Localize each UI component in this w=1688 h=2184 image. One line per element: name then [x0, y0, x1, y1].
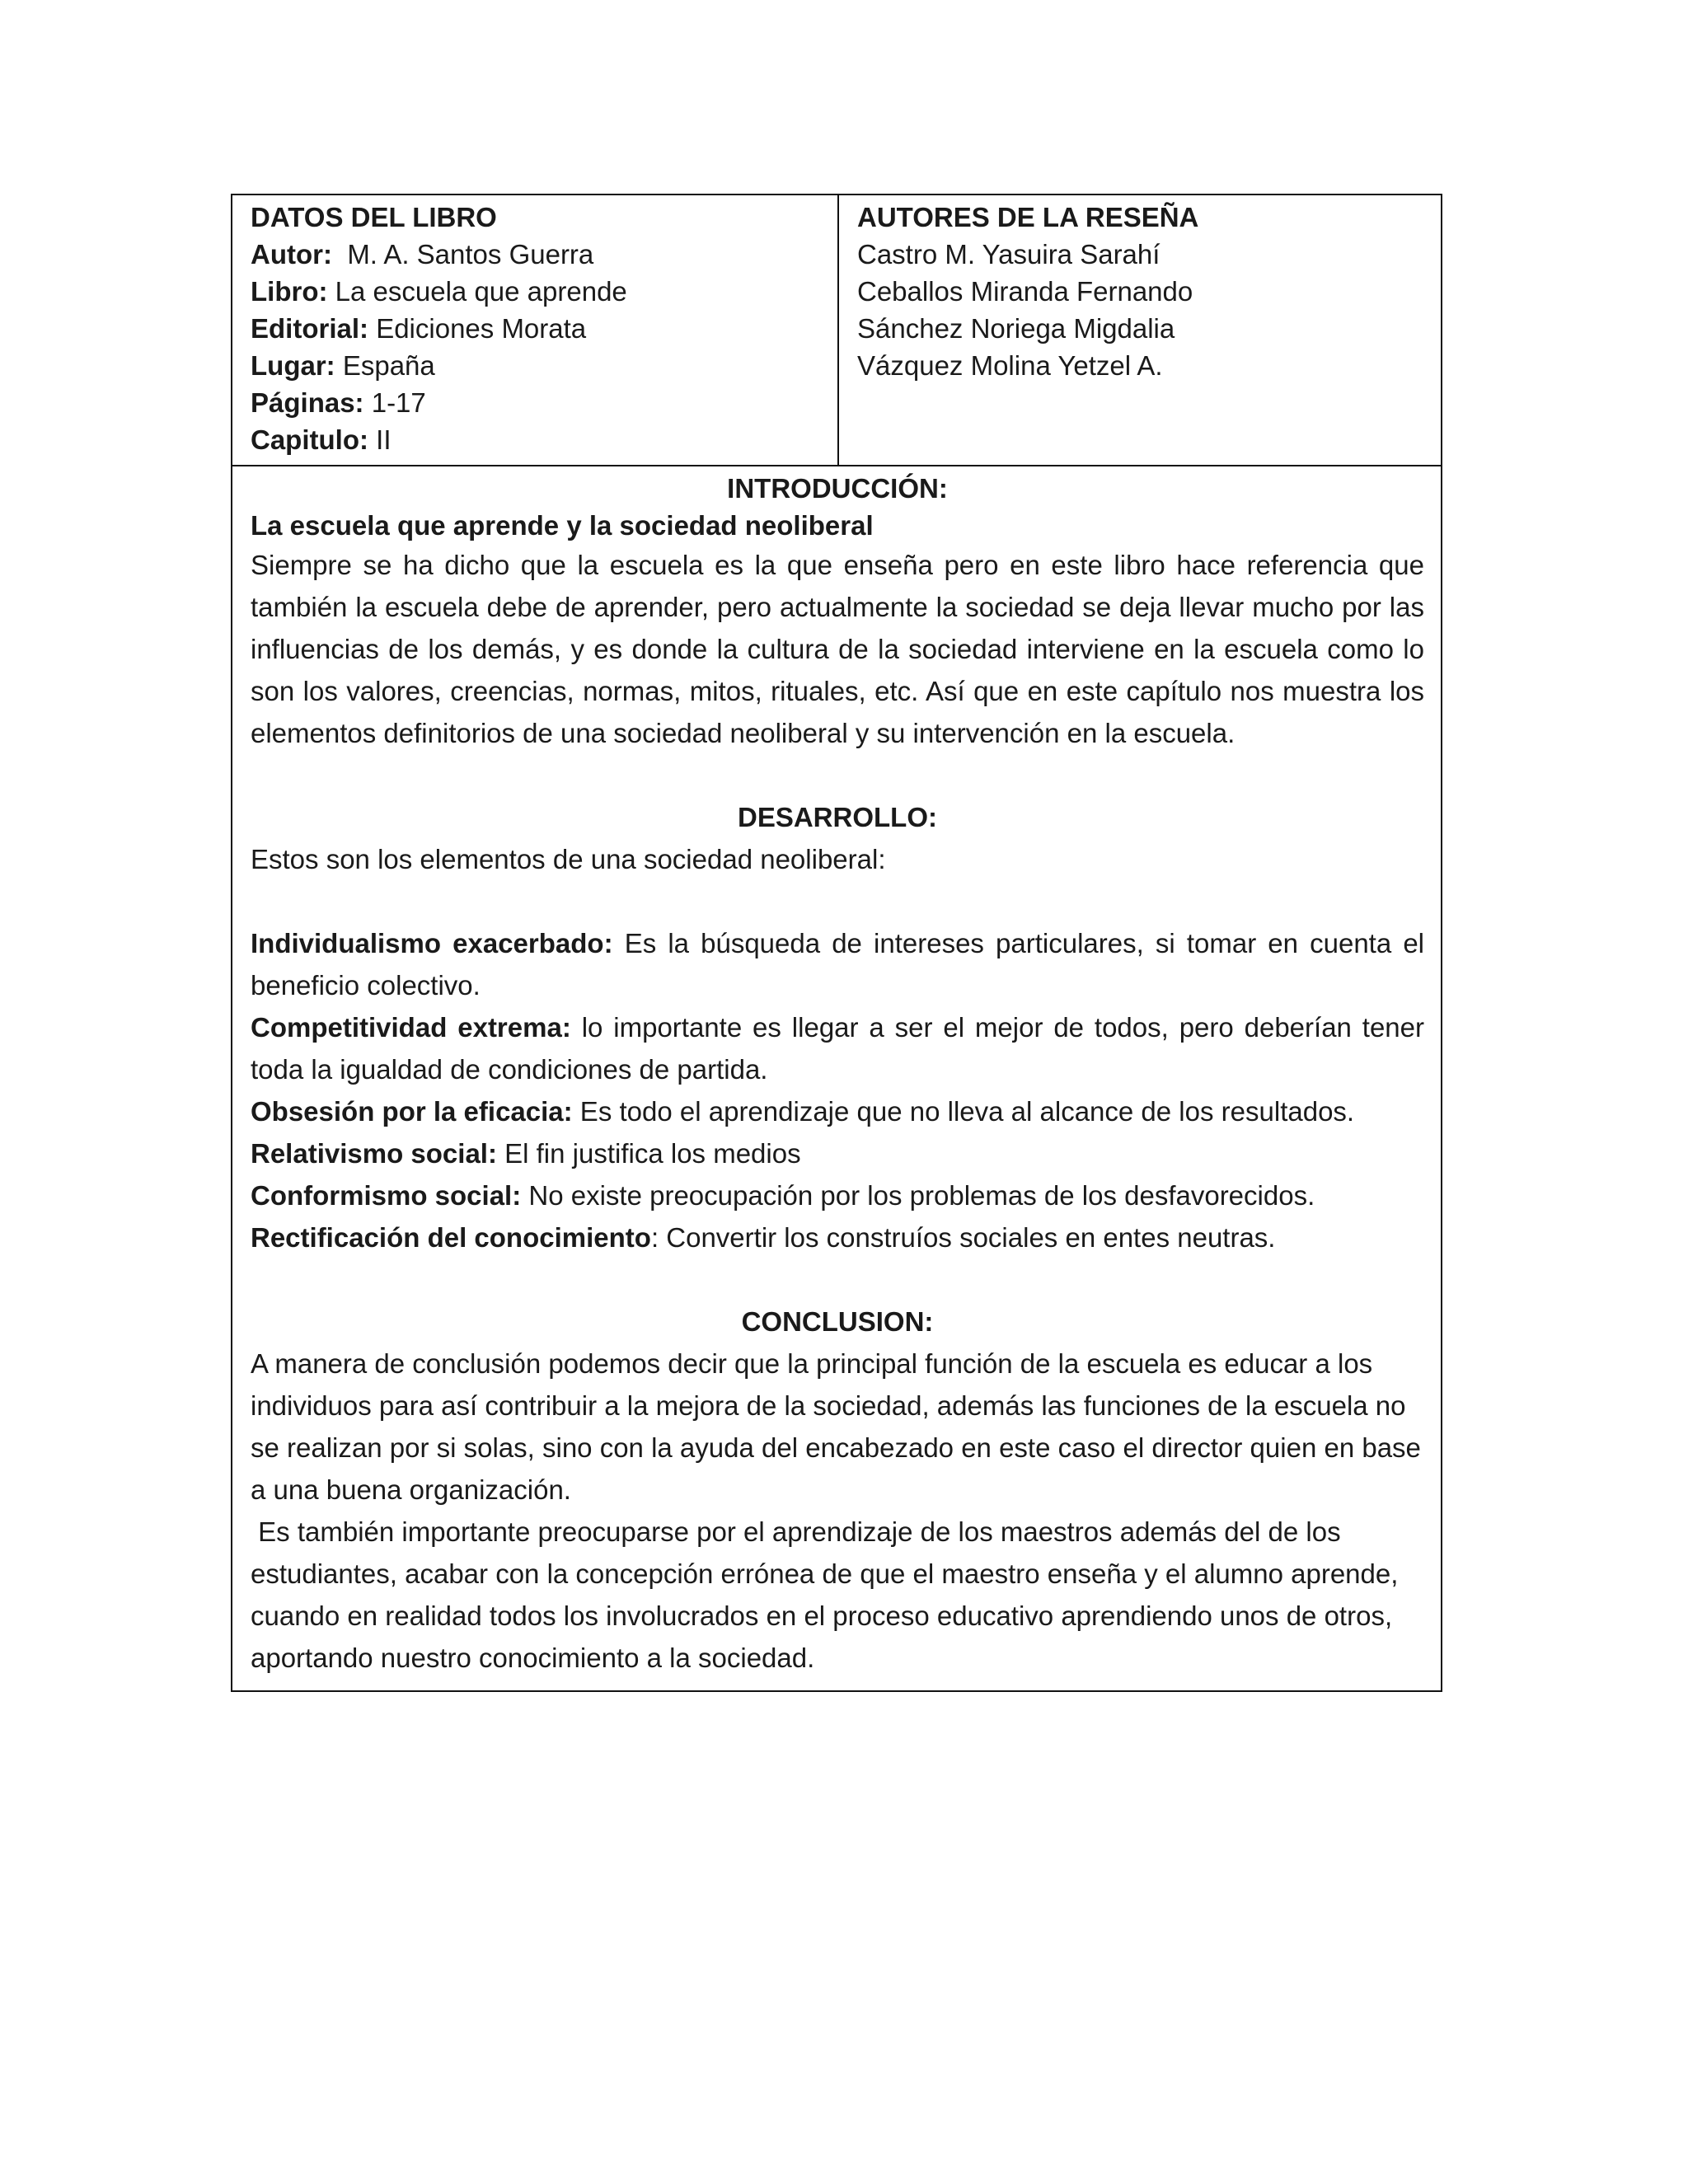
spacer: [251, 1258, 1424, 1301]
publisher-line: Editorial: Ediciones Morata: [251, 313, 587, 344]
reviewer-name: Ceballos Miranda Fernando: [857, 276, 1193, 307]
development-intro: Estos son los elementos de una sociedad neoliberal:: [251, 844, 886, 874]
review-body-cell: [232, 466, 1441, 1690]
info-row: [232, 195, 1441, 466]
reviewer-name: Castro M. Yasuira Sarahí: [857, 239, 1160, 269]
reviewers-header: AUTORES DE LA RESEÑA: [857, 202, 1199, 232]
list-item: Relativismo social: El fin justifica los medios: [251, 1138, 801, 1169]
conclusion-heading: CONCLUSION:: [741, 1306, 934, 1337]
author-line: Autor: M. A. Santos Guerra: [251, 239, 594, 269]
reviewer-name: Vázquez Molina Yetzel A.: [857, 350, 1163, 381]
introduction-heading: INTRODUCCIÓN:: [727, 473, 948, 504]
chapter-line: Capitulo: II: [251, 424, 392, 455]
reviewers-cell: [839, 195, 1441, 465]
review-table: [231, 194, 1442, 1692]
reviewer-name: Sánchez Noriega Migdalia: [857, 313, 1175, 344]
development-heading: DESARROLLO:: [738, 802, 937, 832]
conclusion-paragraph-1: A manera de conclusión podemos decir que la principal función de la escuela es educar a los individuos para así contribuir a la mejora de la sociedad, además las funciones de la escuela no se realizan por si solas, sino con la ayuda del encabezado en este caso el director quien en base a una buena organización.: [251, 1348, 1421, 1505]
spacer: [251, 754, 1424, 796]
list-item: Individualismo exacerbado: Es la búsqueda de intereses particulares, si tomar en cuenta el beneficio colectivo.: [251, 928, 1425, 1001]
list-item: Competitividad extrema: lo importante es llegar a ser el mejor de todos, pero deberían tener toda la igualdad de condiciones de partida.: [251, 1012, 1425, 1085]
list-item: Conformismo social: No existe preocupación por los problemas de los desfavorecidos.: [251, 1180, 1315, 1211]
list-item: Obsesión por la eficacia: Es todo el aprendizaje que no lleva al alcance de los resultados.: [251, 1096, 1355, 1127]
book-title-line: Libro: La escuela que aprende: [251, 276, 627, 307]
book-data-header: DATOS DEL LIBRO: [251, 202, 497, 232]
pages-line: Páginas: 1-17: [251, 387, 426, 418]
spacer: [251, 880, 1424, 922]
list-item: Rectificación del conocimiento: Convertir los construíos sociales en entes neutras.: [251, 1222, 1276, 1253]
conclusion-paragraph-2: Es también importante preocuparse por el aprendizaje de los maestros además del de los estudiantes, acabar con la concepción errónea de que el maestro enseña y el alumno aprende, cuando en realidad todos los involucrados en el proceso educativo aprendiendo unos de otros, aportando nuestro conocimiento a la sociedad.: [251, 1516, 1406, 1673]
book-data-cell: [232, 195, 839, 465]
introduction-text: Siempre se ha dicho que la escuela es la que enseña pero en este libro hace referencia que también la escuela debe de aprender, pero actualmente la sociedad se deja llevar mucho por las influencias de los demás, y es donde la cultura de la sociedad interviene en la escuela como lo son los valores, creencias, normas, mitos, rituales, etc. Así que en este capítulo nos muestra los elementos definitorios de una sociedad neoliberal y su intervención en la escuela.: [251, 550, 1424, 748]
introduction-subheading: La escuela que aprende y la sociedad neoliberal: [251, 510, 874, 541]
place-line: Lugar: España: [251, 350, 435, 381]
